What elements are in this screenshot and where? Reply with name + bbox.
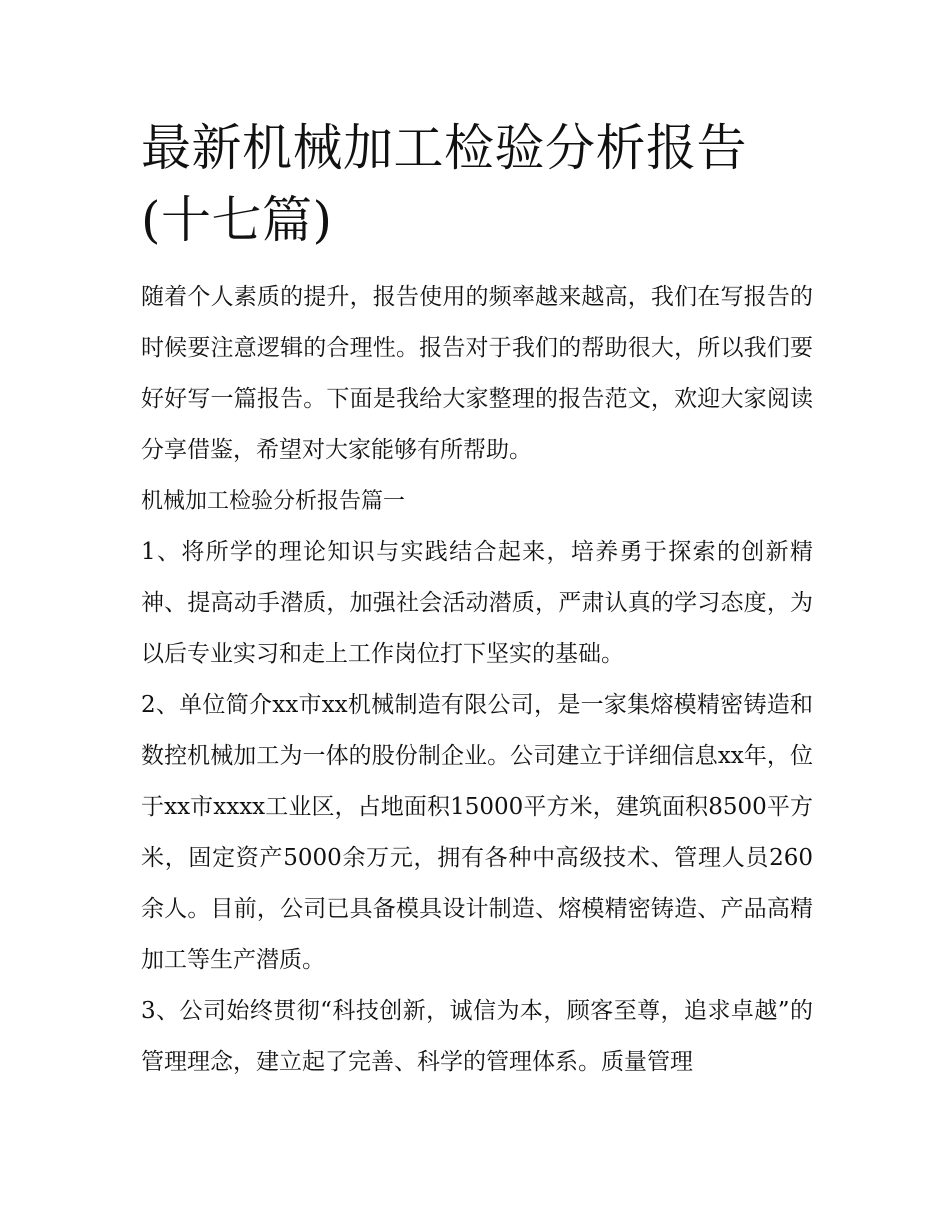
document-title: 最新机械加工检验分析报告(十七篇): [141, 119, 747, 249]
intro-paragraph: 随着个人素质的提升，报告使用的频率越来越高，我们在写报告的时候要注意逻辑的合理性。报告对于我们的帮助很大，所以我们要好好写一篇报告。下面是我给大家整理的报告范文，欢迎大家阅读分享借鉴，希望对大家能够有所帮助。: [141, 284, 813, 463]
document-body: [141, 112, 813, 1088]
paragraph-2: 2、单位简介xx市xx机械制造有限公司，是一家集熔模精密铸造和数控机械加工为一体的股份制企业。公司建立于详细信息xx年，位于xx市xxxx工业区，占地面积15000平方米，建筑面积8500平方米，固定资产5000余万元，拥有各种中高级技术、管理人员260余人。目前，公司已具备模具设计制造、熔模精密铸造、产品高精加工等生产潜质。: [141, 692, 813, 973]
section-heading: 机械加工检验分析报告篇一: [141, 489, 406, 514]
paragraph-3: 3、公司始终贯彻“科技创新，诚信为本，顾客至尊，追求卓越”的管理理念，建立起了完善、科学的管理体系。质量管理: [141, 998, 813, 1075]
paragraph-1: 1、将所学的理论知识与实践结合起来，培养勇于探索的创新精神、提高动手潜质，加强社会活动潜质，严肃认真的学习态度，为以后专业实习和走上工作岗位打下坚实的基础。: [141, 539, 813, 667]
